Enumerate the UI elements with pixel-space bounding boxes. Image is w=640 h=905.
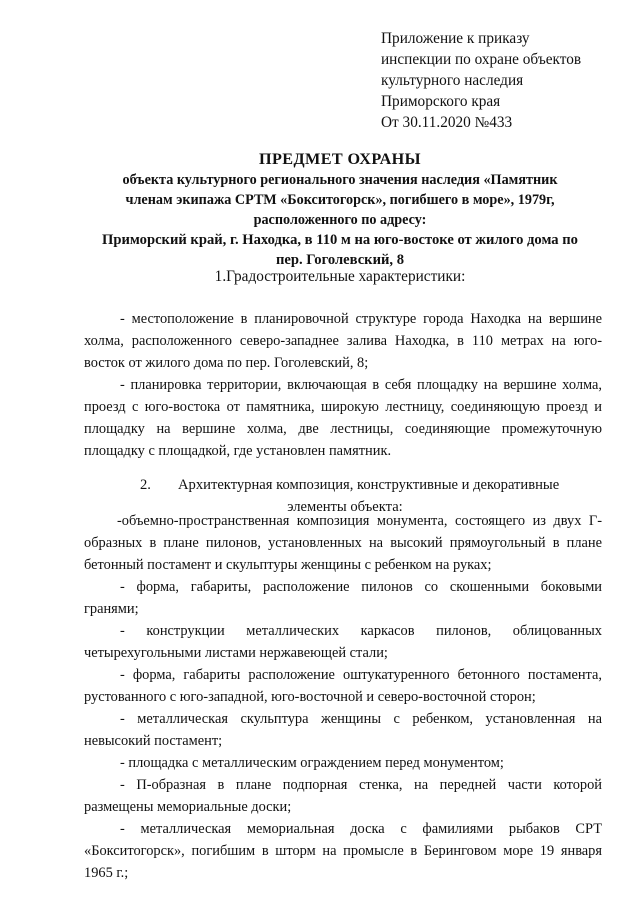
title-line: членам экипажа СРТМ «Бокситогорск», погибшего в море», 1979г, [125,192,555,208]
document-title [60,148,620,270]
title-address-line: пер. Гоголевский, 8 [276,252,404,268]
section-2-item: -объемно-пространственная композиция монумента, состоящего из двух Г-образных в плане пилонов, установленных на высокий прямоугольный в плане бетонный постамент и скульптуры женщины с ребенком на руках; [84,513,602,573]
section-2-item: - П-образная в плане подпорная стенка, на передней части которой размещены мемориальные доски; [84,777,602,815]
section-2-item: - форма, габариты, расположение пилонов со скошенными боковыми гранями; [84,579,602,617]
appendix-line: инспекции по охране объектов [381,51,582,68]
section-2-item: - конструкции металлических каркасов пилонов, облицованных четырехугольными листами нержавеющей стали; [84,623,602,661]
appendix-date-number: От 30.11.2020 №433 [381,114,513,131]
section-1-heading: 1.Градостроительные характеристики: [214,268,466,285]
title-line: объекта культурного регионального значения наследия «Памятник [122,172,558,188]
section-1-item: - планировка территории, включающая в себя площадку на вершине холма, проезд с юго-востока от памятника, широкую лестницу, соединяющую проезд и площадку на вершине холма, две лестницы, соединяющие промежуточную площадку с площадкой, где установлен памятник. [84,377,602,459]
section-2-heading-line: элементы объекта: [287,499,403,515]
section-2-heading-line: Архитектурная композиция, конструктивные и декоративные [178,477,560,493]
appendix-line: культурного наследия [381,72,524,89]
section-2-item: - форма, габариты расположение оштукатуренного бетонного постамента, рустованного с юго-западной, юго-восточной и северо-восточной сторон; [84,667,602,705]
title-main: ПРЕДМЕТ ОХРАНЫ [259,150,421,168]
appendix-line: Приморского края [381,93,501,110]
section-2-number: 2. [140,477,151,493]
appendix-line: Приложение к приказу [381,30,530,47]
section-2-item: - металлическая мемориальная доска с фамилиями рыбаков СРТ «Бокситогорск», погибшим в шторм на промысле в Беринговом море 19 января 1965 г.; [84,821,602,881]
section-2-item: - площадка с металлическим ограждением перед монументом; [120,755,504,771]
section-2-item: - металлическая скульптура женщины с ребенком, установленная на невысокий постамент; [84,711,602,749]
appendix-note [381,28,631,133]
section-1-item: - местоположение в планировочной структуре города Находка на вершине холма, расположенного северо-западнее залива Находка, в 110 метрах на юго-восток от жилого дома по пер. Гоголевский, 8; [84,311,602,371]
title-address-line: Приморский край, г. Находка, в 110 м на юго-востоке от жилого дома по [102,232,578,248]
title-line: расположенного по адресу: [253,212,427,228]
